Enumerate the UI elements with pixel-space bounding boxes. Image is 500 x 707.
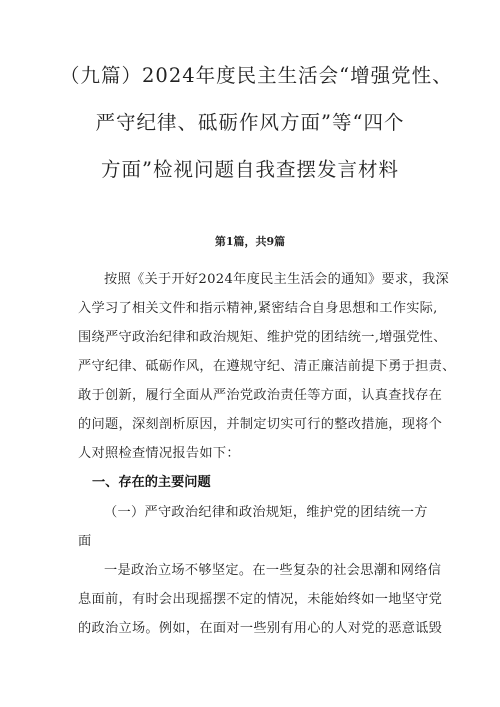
document-title-line-1: （九篇）2024年度民主生活会“增强党性、 bbox=[60, 64, 453, 87]
subsection-line-2: 面 bbox=[78, 534, 92, 549]
point-line-1: 一是政治立场不够坚定。在一些复杂的社会思潮和网络信 bbox=[104, 563, 442, 578]
subsection-line-1: （一）严守政治纪律和政治规矩，维护党的团结统一方 bbox=[104, 505, 428, 520]
intro-line-6: 的问题，深刻剖析原因，并制定切实可行的整改措施，现将个 bbox=[78, 417, 443, 432]
intro-line-4: 严守纪律、砥砺作风，在遵规守纪、清正廉洁前提下勇于担责、 bbox=[78, 359, 456, 374]
intro-line-3: 围绕严守政治纪律和政治规矩、维护党的团结统一,增强党性、 bbox=[78, 330, 447, 345]
intro-line-1: 按照《关于开好2024年度民主生活会的通知》要求，我深 bbox=[104, 272, 449, 287]
intro-line-5: 敢于创新，履行全面从严治党政治责任等方面，认真查找存在 bbox=[78, 388, 443, 403]
document-title-line-3: 方面”检视问题自我查摆发言材料 bbox=[101, 158, 399, 181]
document-part-indicator: 第1篇，共9篇 bbox=[214, 235, 286, 248]
document-title-line-2: 严守纪律、砥砺作风方面”等“四个 bbox=[95, 111, 405, 134]
section-heading: 一、存在的主要问题 bbox=[92, 475, 211, 490]
intro-line-7: 人对照检查情况报告如下： bbox=[78, 446, 240, 461]
intro-line-2: 入学习了相关文件和指示精神,紧密结合自身思想和工作实际, bbox=[78, 301, 438, 316]
point-line-2: 息面前，有时会出现摇摆不定的情况，未能始终如一地坚守党 bbox=[78, 592, 443, 607]
point-line-3: 的政治立场。例如，在面对一些别有用心的人对党的恶意诋毁 bbox=[78, 621, 443, 636]
